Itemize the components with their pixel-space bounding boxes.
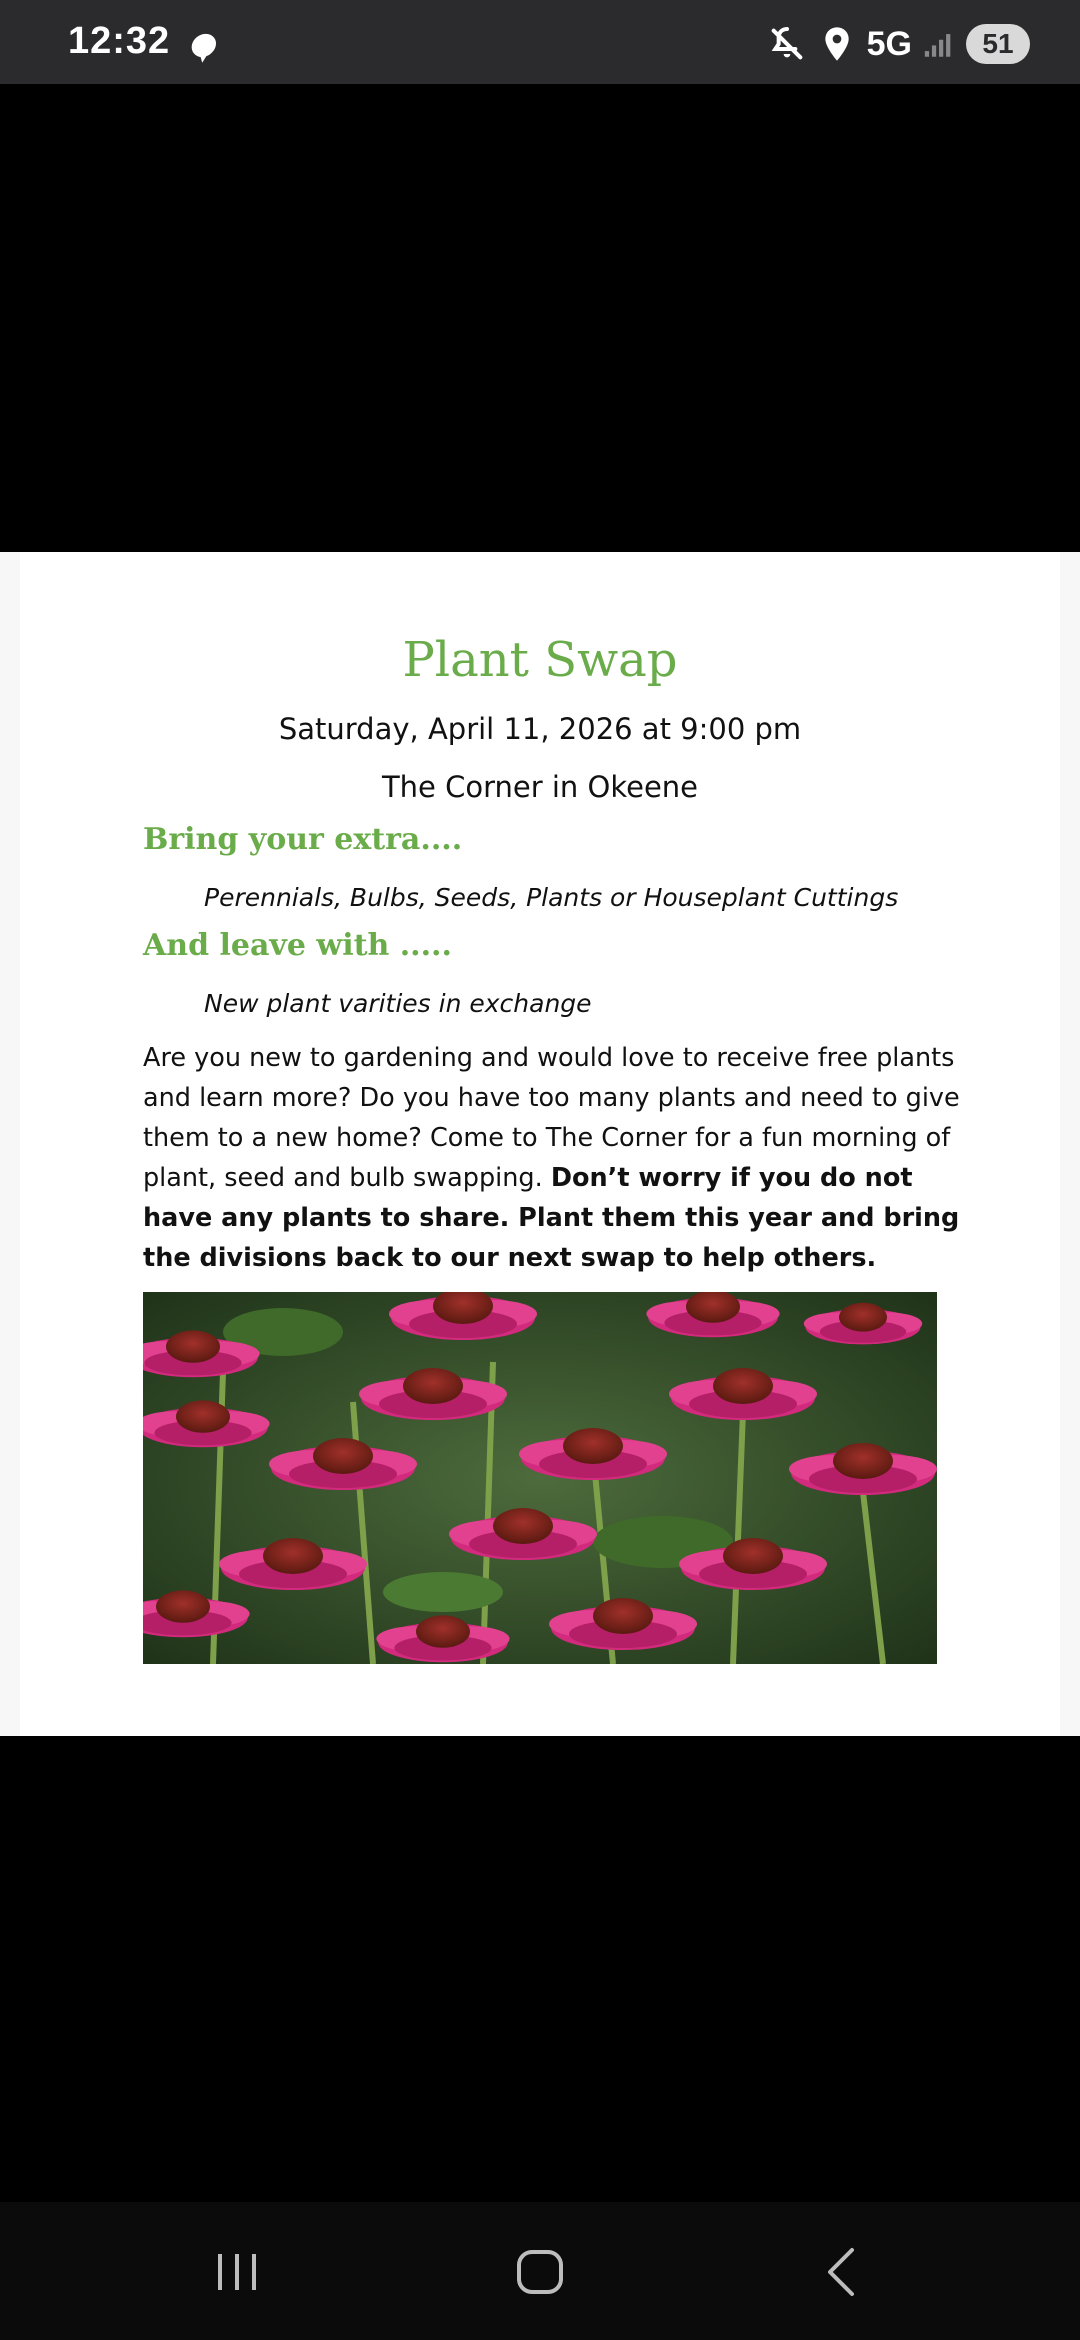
event-location: The Corner in Okeene (381, 770, 699, 804)
status-right-group (767, 22, 1030, 66)
heading-bring: Bring your extra.... (143, 822, 463, 857)
chat-bubble-icon (188, 30, 222, 64)
coneflower-photo (143, 1292, 937, 1664)
leave-items: New plant varities in exchange (204, 989, 592, 1018)
recents-button[interactable] (207, 2242, 267, 2302)
flyer-document (0, 552, 1080, 1736)
location-icon (817, 24, 857, 64)
navigation-bar (0, 2202, 1080, 2340)
battery-indicator: 51 (966, 24, 1030, 64)
home-button[interactable] (510, 2242, 570, 2302)
network-type: 5G (866, 24, 912, 63)
status-time: 12:32 (68, 20, 171, 62)
status-bar (0, 0, 1080, 84)
description-regular: Are you new to gardening and would love to receive free plants and learn more? Do you have too many plants and need to give them to a new home? Come to The Corner for a fun morning of plant, seed and bulb swapping. (143, 1043, 960, 1193)
mute-icon (767, 24, 807, 64)
signal-icon (922, 24, 956, 64)
flyer-title: Plant Swap (402, 632, 678, 688)
heading-leave: And leave with ..... (143, 928, 452, 963)
description-paragraph (143, 1038, 963, 1278)
coneflower-illustration (143, 1292, 937, 1664)
back-button[interactable] (812, 2242, 872, 2302)
description-bold: Don’t worry if you do not have any plants to share. Plant them this year and bring the divisions back to our next swap to help others. (143, 1163, 960, 1273)
bring-items: Perennials, Bulbs, Seeds, Plants or Houseplant Cuttings (204, 883, 899, 912)
event-date: Saturday, April 11, 2026 at 9:00 pm (278, 712, 802, 746)
